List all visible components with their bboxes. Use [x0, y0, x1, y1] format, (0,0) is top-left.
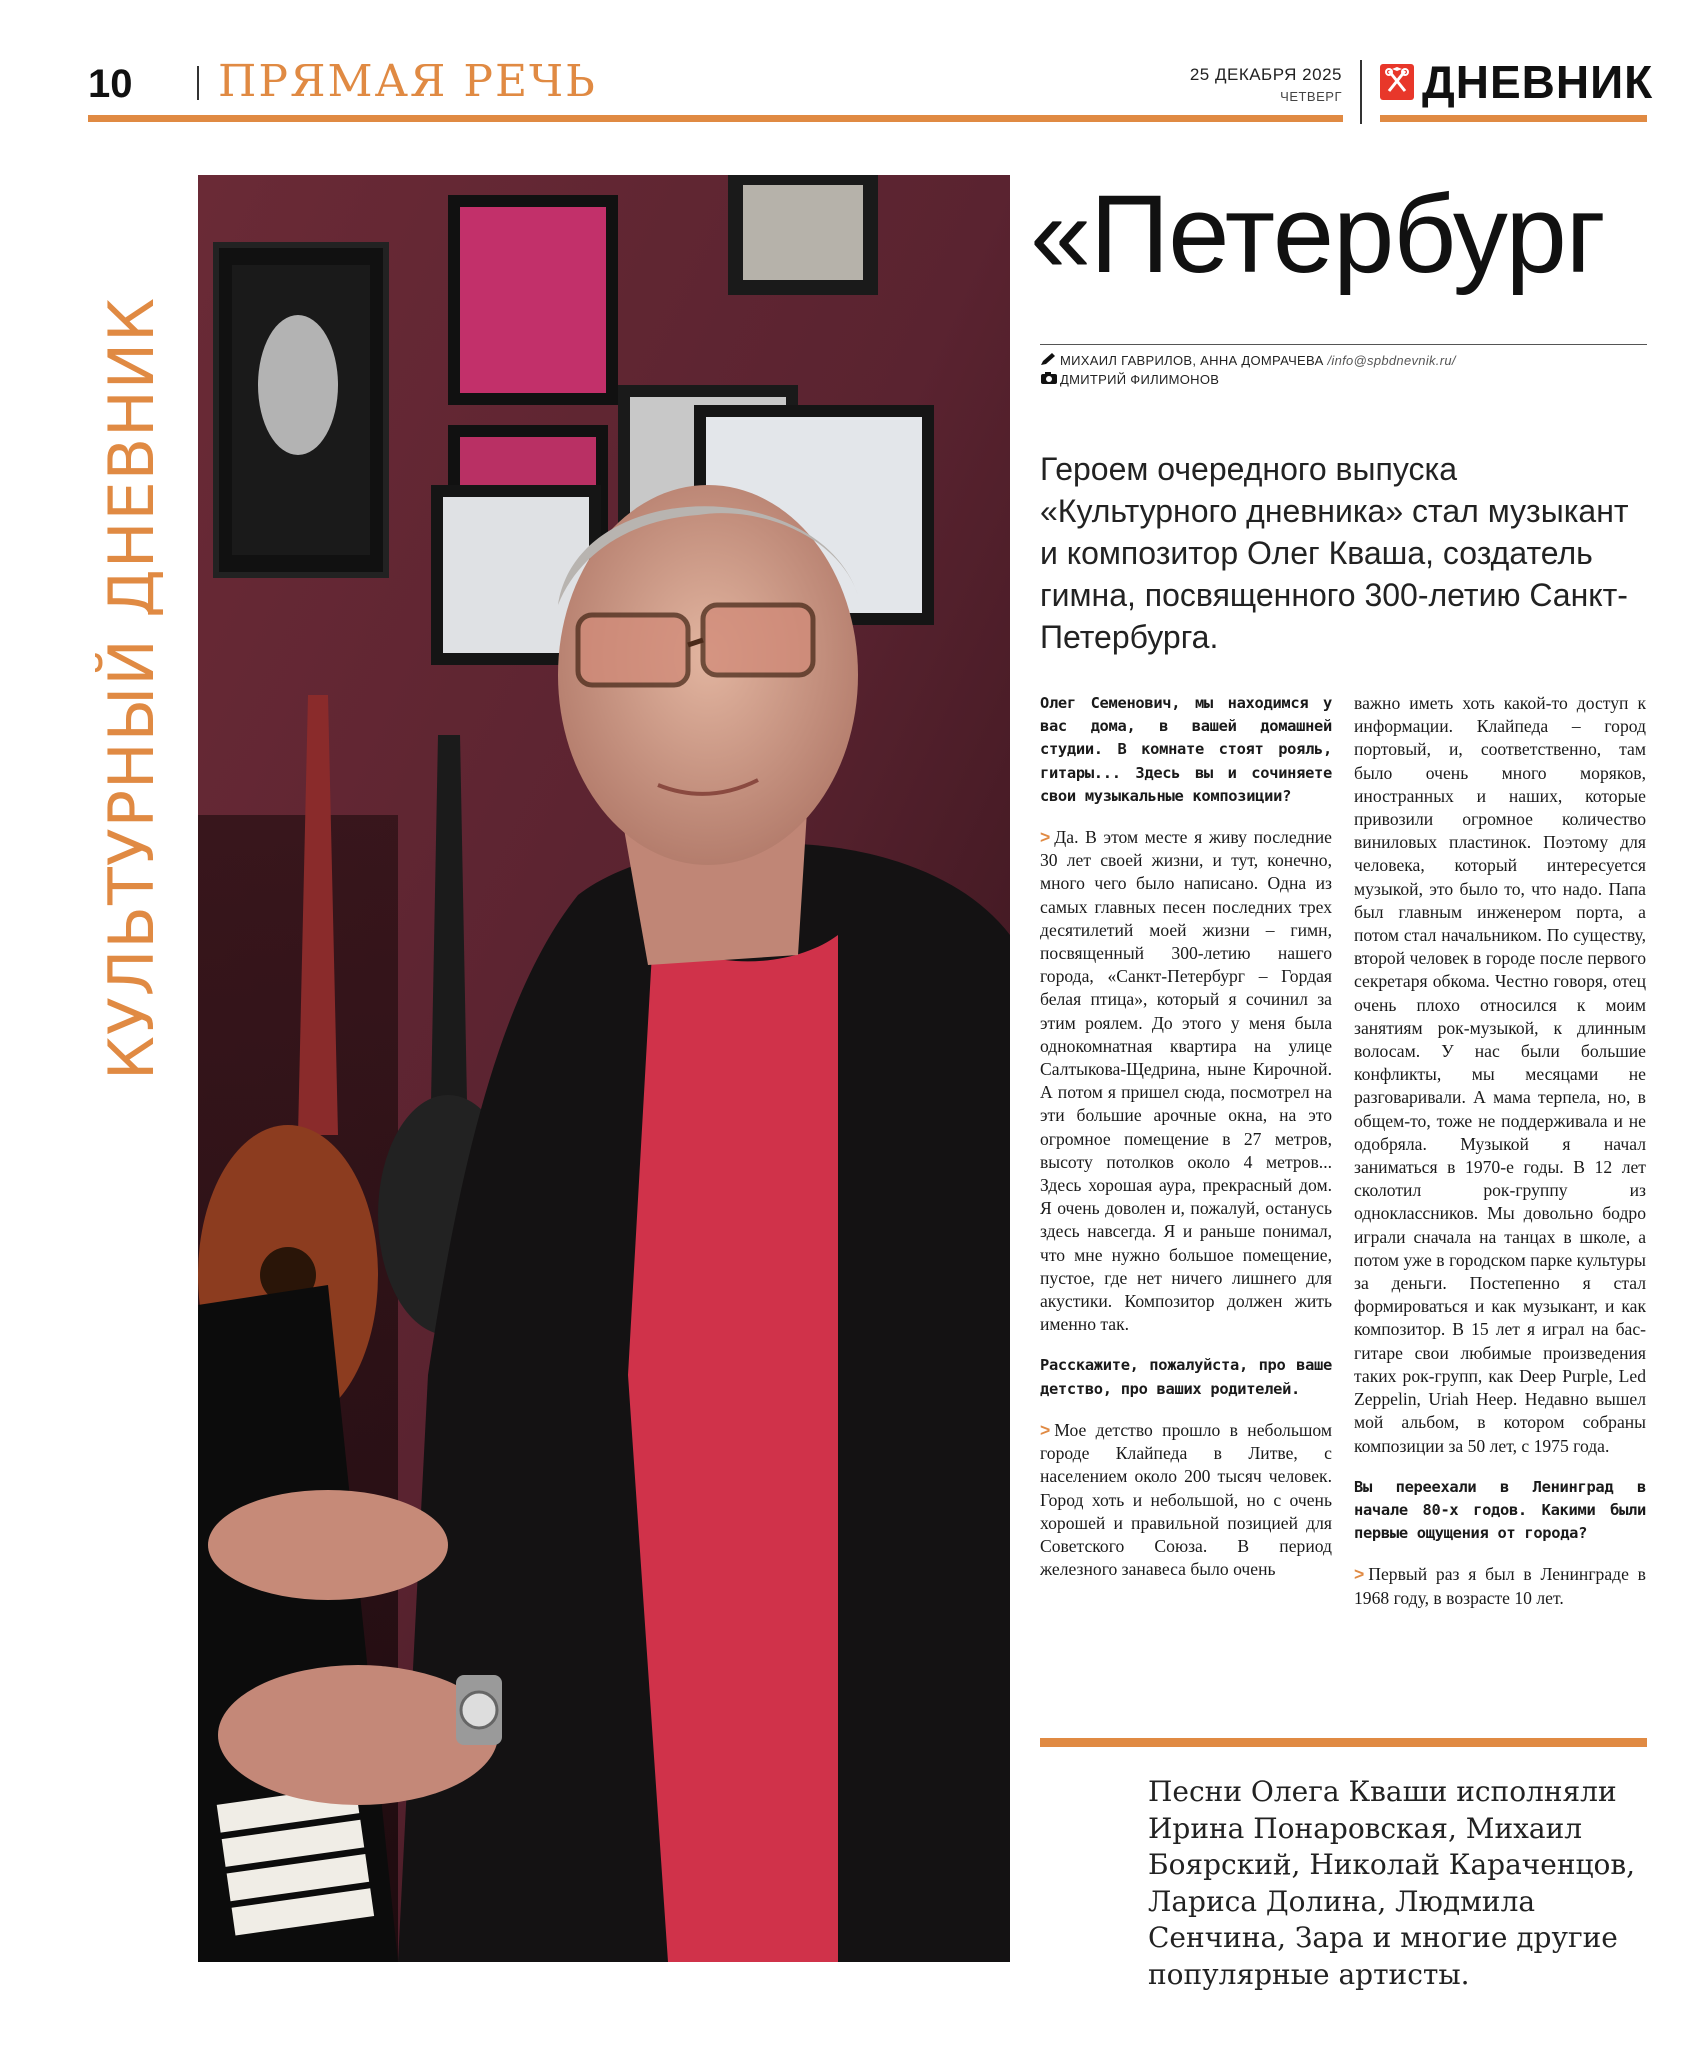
- pull-quote-rule: [1040, 1738, 1647, 1747]
- camera-icon: [1040, 371, 1060, 390]
- interview-question: Вы переехали в Ленинград в начале 80-х годов. Какими были первые ощущения от города?: [1354, 1477, 1646, 1543]
- section-title: ПРЯМАЯ РЕЧЬ: [218, 56, 597, 107]
- logo-text: ДНЕВНИК: [1422, 56, 1654, 108]
- interview-question: Расскажите, пожалуйста, про ваше детство, про ваших родителей.: [1040, 1356, 1332, 1398]
- header-rule: [88, 115, 1343, 122]
- answer-text: Да. В этом месте я живу последние 30 лет своей жизни, и тут, конечно, много чего было написано. Одна из самых главных песен последних трех десятилетий моей жизни – гимн, посвященный 300-летию нашего города, «Санкт-Петербург – Гордая белая птица», который я сочинил за этим роялем. До этого у меня была однокомнатная квартира на улице Салтыкова-Щедрина, ныне Кирочной. А потом я пришел сюда, посмотрел на эти большие арочные окна, на это огромное помещение в 27 метров, высоту потолков около 4 метров... Здесь хорошая аура, прекрасный дом. Я очень доволен и, пожалуй, останусь здесь навсегда. Я и раньше понимал, что мне нужно большое помещение, пустое, где нет ничего лишнего для акустики. Композитор должен жить именно так.: [1040, 827, 1332, 1335]
- logo-divider: [1360, 60, 1362, 124]
- newspaper-logo: [1380, 56, 1654, 108]
- issue-date: 25 ДЕКАБРЯ 2025: [1189, 65, 1342, 84]
- authors: МИХАИЛ ГАВРИЛОВ, АННА ДОМРАЧЕВА: [1060, 353, 1324, 368]
- interview-answer: [1040, 1419, 1332, 1581]
- author-email: /info@spbdnevnik.ru/: [1327, 353, 1456, 368]
- rubric-vertical: КУЛЬТУРНЫЙ ДНЕВНИК: [95, 296, 168, 1080]
- spb-logo-icon: [1380, 64, 1414, 100]
- chevron-right-icon: >: [1040, 1419, 1051, 1440]
- article-lead: Героем очередного выпуска «Культурного дневника» стал музыкант и композитор Олег Кваша, создатель гимна, посвященного 300-летию Санкт-Петербурга.: [1040, 451, 1629, 655]
- issue-date-block: [1190, 64, 1342, 108]
- header-divider: [197, 66, 199, 100]
- headline: «Петербург: [1030, 173, 1605, 296]
- chevron-right-icon: >: [1354, 1564, 1365, 1585]
- interview-answer-continued: важно иметь хоть какой-то доступ к информации. Клайпеда – город портовый, и, соответственно, там было очень много моряков, иностранных и наших, которые привозили огромное количество виниловых пластинок. Поэтому для человека, который интересуется музыкой, это было то, что надо. Папа был главным инженером порта, а потом стал начальником. По существу, второй человек в городе после первого секретаря обкома. Честно говоря, отец очень плохо относился к моим занятиям рок-музыкой, к длинным волосам. У нас были большие конфликты, мы месяцами не разговаривали. А мама терпела, но, в общем-то, тоже не поддерживала и не одобряла. Музыкой я начал заниматься в 1970-е годы. В 12 лет сколотил рок-группу из одноклассников. Мы довольно бодро играли сначала на танцах в школе, а потом уже в городском парке культуры за деньги. Постепенно я стал формироваться и как музыкант, и как композитор. В 15 лет я играл на бас-гитаре свои любимые произведения таких рок-групп, как Deep Purple, Led Zeppelin, Uriah Heep. Недавно вышел мой альбом, в котором собраны композиции за 50 лет, с 1975 года.: [1354, 693, 1646, 1456]
- chevron-right-icon: >: [1040, 827, 1051, 848]
- issue-weekday: ЧЕТВЕРГ: [1280, 89, 1342, 104]
- interview-answer: [1354, 1563, 1646, 1609]
- header-rule-logo: [1380, 115, 1647, 122]
- credits-rule: [1040, 344, 1647, 345]
- answer-text: Мое детство прошло в небольшом городе Клайпеда в Литве, с населением около 200 тысяч человек. Город хоть и небольшой, но с очень хорошей и правильной позицией для Советского Союза. В период железного занавеса было очень: [1040, 1419, 1332, 1580]
- authors-line: [1040, 352, 1456, 371]
- portrait-photo: [198, 175, 1010, 1962]
- photographer: ДМИТРИЙ ФИЛИМОНОВ: [1060, 372, 1220, 388]
- article-column-1: [1040, 692, 1332, 1599]
- photographer-line: [1040, 371, 1456, 390]
- interview-question: Олег Семенович, мы находимся у вас дома, в вашей домашней студии. В комнате стоят рояль, гитары... Здесь вы и сочиняете свои музыкальные композиции?: [1040, 694, 1332, 805]
- byline: [1040, 352, 1456, 390]
- pen-icon: [1040, 352, 1060, 371]
- interview-answer: [1040, 826, 1332, 1336]
- article-column-2: [1354, 692, 1646, 1628]
- page-number: 10: [88, 62, 133, 106]
- answer-text: Первый раз я был в Ленинграде в 1968 году, в возрасте 10 лет.: [1354, 1564, 1646, 1608]
- pull-quote: Песни Олега Кваши исполняли Ирина Понаровская, Михаил Боярский, Николай Караченцов, Лариса Долина, Людмила Сенчина, Зара и многие другие популярные артисты.: [1148, 1775, 1636, 1991]
